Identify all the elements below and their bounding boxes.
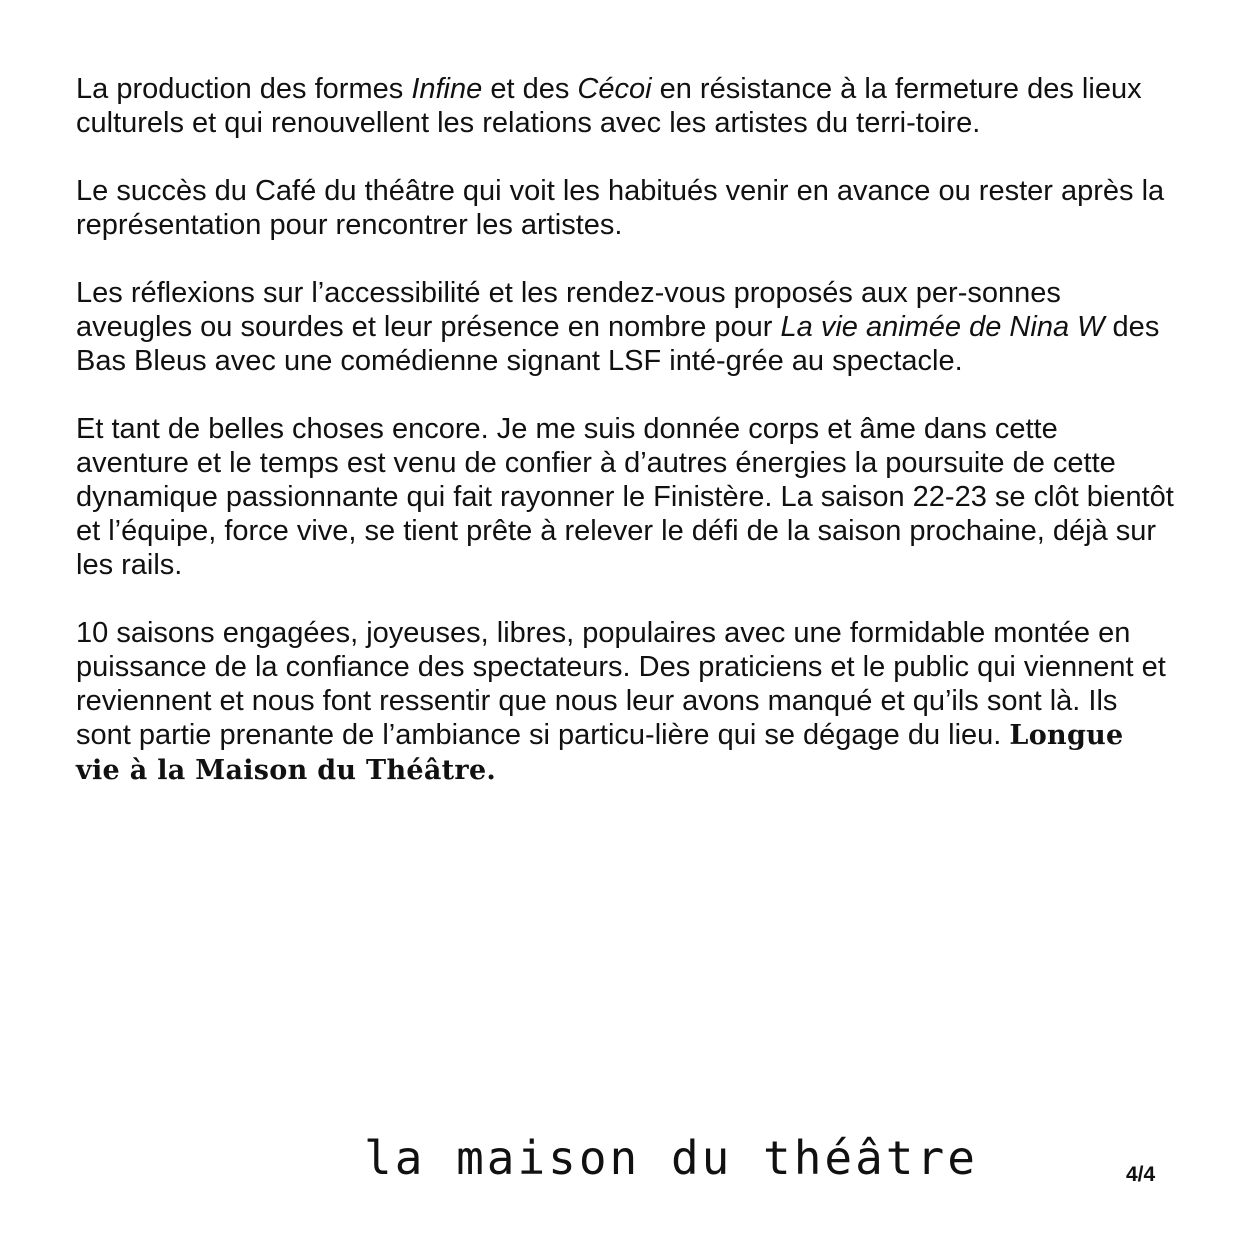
paragraph-text: 10 saisons engagées, joyeuses, libres, populaires avec une formidable montée en puissance de la confiance des spectateurs. Des praticiens et le public qui viennent et reviennent et nous font ressentir que nous leur avons manqué et qu’ils sont là. Ils sont partie prenante de l’ambiance si particu-lière qui se dégage du lieu. — [76, 617, 1166, 751]
letter-body — [76, 72, 1176, 822]
page-number: 4/4 — [1126, 1163, 1156, 1186]
paragraph-text: et des — [482, 73, 578, 105]
paragraph-text: Le succès du Café du théâtre qui voit les habitués venir en avance ou rester après la représentation pour rencontrer les artistes. — [76, 175, 1165, 241]
paragraph-text: des Bas Bleus avec une comédienne signant LSF inté-grée au spectacle. — [76, 311, 1160, 377]
paragraph-farewell — [76, 412, 1176, 582]
paragraph-text: Et tant de belles choses encore. Je me suis donnée corps et âme dans cette aventure et le temps est venu de confier à d’autres énergies la poursuite de cette dynamique passionnante qui fait rayonner le Finistère. La saison 22-23 se clôt bientôt et l’équipe, force vive, se tient prête à relever le défi de la saison prochaine, déjà sur les rails. — [76, 413, 1174, 581]
paragraph-text: Les réflexions sur l’accessibilité et les rendez-vous proposés aux per-sonnes aveugles ou sourdes et leur présence en nombre pour — [76, 277, 1061, 343]
paragraph-cafe — [76, 174, 1176, 242]
paragraph-text: en résistance à la fermeture des lieux culturels et qui renouvellent les relations avec les artistes du terri-toire. — [76, 73, 1142, 139]
paragraph-ten-seasons — [76, 616, 1176, 788]
logo-la-maison-du-theatre: la maison du théâtre — [364, 1131, 978, 1185]
paragraph-accessibility — [76, 276, 1176, 378]
paragraph-text: La production des formes — [76, 73, 412, 105]
title-infine: Infine — [411, 73, 483, 105]
closing-line: Longue vie à la Maison du Théâtre. — [76, 720, 1124, 786]
paragraph-productions — [76, 72, 1176, 140]
title-nina-w: La vie animée de Nina W — [780, 311, 1105, 343]
title-cecoi: Cécoi — [577, 73, 652, 105]
